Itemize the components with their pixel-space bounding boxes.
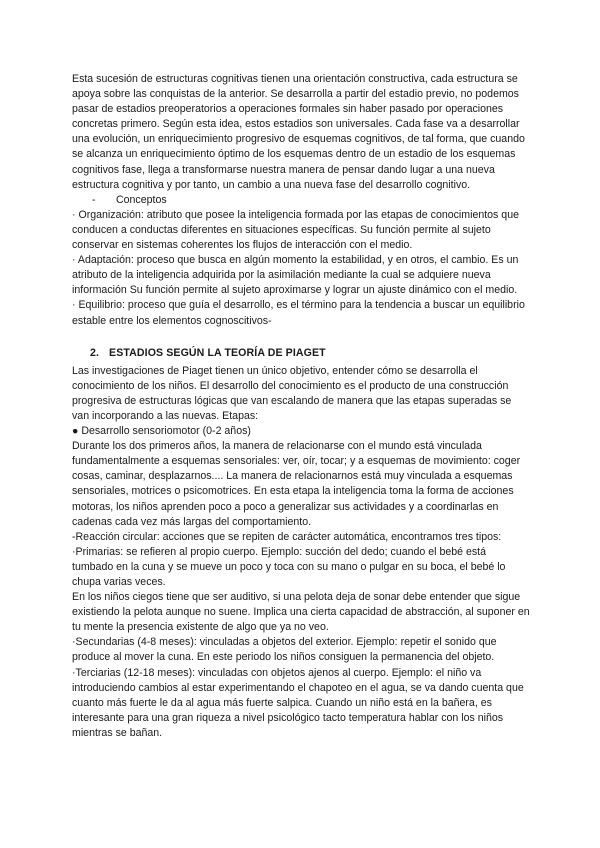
intro-paragraph: Esta sucesión de estructuras cognitivas tienen una orientación constructiva, cada estructura se apoya sobre las conquistas de la anterior. Se desarrolla a partir del estadio previo, no podemos pasar de estadios preoperatorios a operaciones formales sin haber pasado por operaciones concretas primero. Según esta idea, estos estadios son universales. Cada fase va a desarrollar una evolución, un enriquecimiento progresivo de esquemas cognitivos, de tal forma, que cuando se alcanza un enriquecimiento óptimo de los esquemas dentro de un estadio de los esquemas cognitivos fase, llega a transformarse nuestra manera de pensar dando lugar a una nueva estructura cognitiva y por tanto, un cambio a una nueva fase del desarrollo cognitivo. (72, 73, 525, 191)
concepts-heading (72, 193, 530, 208)
concept-adaptacion: · Adaptación: proceso que busca en algún momento la estabilidad, y en otros, el cambio. Es un atributo de la inteligencia adquirida por la asimilación mediante la cual se adquiere nueva información Su función permite al sujeto aproximarse y lograr un ajuste dinámico con el medio. (72, 254, 519, 297)
secundarias-paragraph: ·Secundarias (4-8 meses): vinculadas a objetos del exterior. Ejemplo: repetir el sonido que produce al mover la cuna. En este periodo los niños consiguen la permanencia del objeto. (72, 636, 497, 664)
section-intro-paragraph: Las investigaciones de Piaget tienen un único objetivo, entender cómo se desarrolla el conocimiento de los niños. El desarrollo del conocimiento es el producto de una construcción progresiva de estructuras lógicas que van escalando de manera que las etapas superadas se van incorporando a las nuevas. Etapas: (72, 364, 512, 422)
concepts-label: Conceptos (116, 193, 167, 206)
document-body (72, 72, 530, 741)
section-number: 2. (90, 346, 100, 359)
blind-children-paragraph: En los niños ciegos tiene que ser auditivo, si una pelota deja de sonar debe entender que sigue existiendo la pelota aunque no suene. Implica una cierta capacidad de abstracción, al suponer en tu mente la presencia existente de algo que ya no veo. (72, 591, 530, 634)
primarias-paragraph: ·Primarias: se refieren al propio cuerpo. Ejemplo: succión del dedo; cuando el bebé está tumbado en la cuna y se mueve un poco y toca con su mano o pulgar en su boca, el bebé lo chupa varias veces. (72, 545, 506, 588)
concept-equilibrio: · Equilibrio: proceso que guía el desarrollo, es el término para la tendencia a buscar un equilibrio estable entre los elementos cognoscitivos- (72, 299, 525, 327)
concepts-dash: - (92, 193, 96, 206)
stage-sensoriomotor-bullet: ● Desarrollo sensoriomotor (0-2 años) (72, 425, 251, 438)
section-title: ESTADIOS SEGÚN LA TEORÍA DE PIAGET (109, 346, 326, 359)
terciarias-paragraph: ·Terciarias (12-18 meses): vinculadas con objetos ajenos al cuerpo. Ejemplo: el niño va introduciendo cambios al estar experimentando el chapoteo en el agua, se va dando cuenta que cuanto más fuerte le da al agua más fuerte salpica. Cuando un niño está en la bañera, es interesante para una gran riqueza a nivel psicológico tacto temperatura hablar con los niños mientras se bañan. (72, 666, 524, 739)
sensoriomotor-paragraph: Durante los dos primeros años, la manera de relacionarse con el mundo está vinculada fundamentalmente a esquemas sensoriales: ver, oír, tocar; y a esquemas de movimiento: coger cosas, caminar, desplazarnos.... La manera de relacionarnos está muy vinculada a esquemas sensoriales, motrices o psicomotrices. En esta etapa la inteligencia toma la forma de acciones motoras, los niños aprenden poco a poco a generalizar sus actividades y a coordinarlas en cadenas cada vez más largas del comportamiento. (72, 440, 521, 528)
section-heading (72, 346, 530, 361)
circular-reaction-line: -Reacción circular: acciones que se repiten de carácter automática, encontramos tres tipos: (72, 530, 502, 543)
concept-organizacion: · Organización: atributo que posee la inteligencia formada por las etapas de conocimientos que conducen a conductas diferentes en situaciones específicas. Su función permite al sujeto conservar en sistemas coherentes los flujos de interacción con el medio. (72, 208, 519, 252)
